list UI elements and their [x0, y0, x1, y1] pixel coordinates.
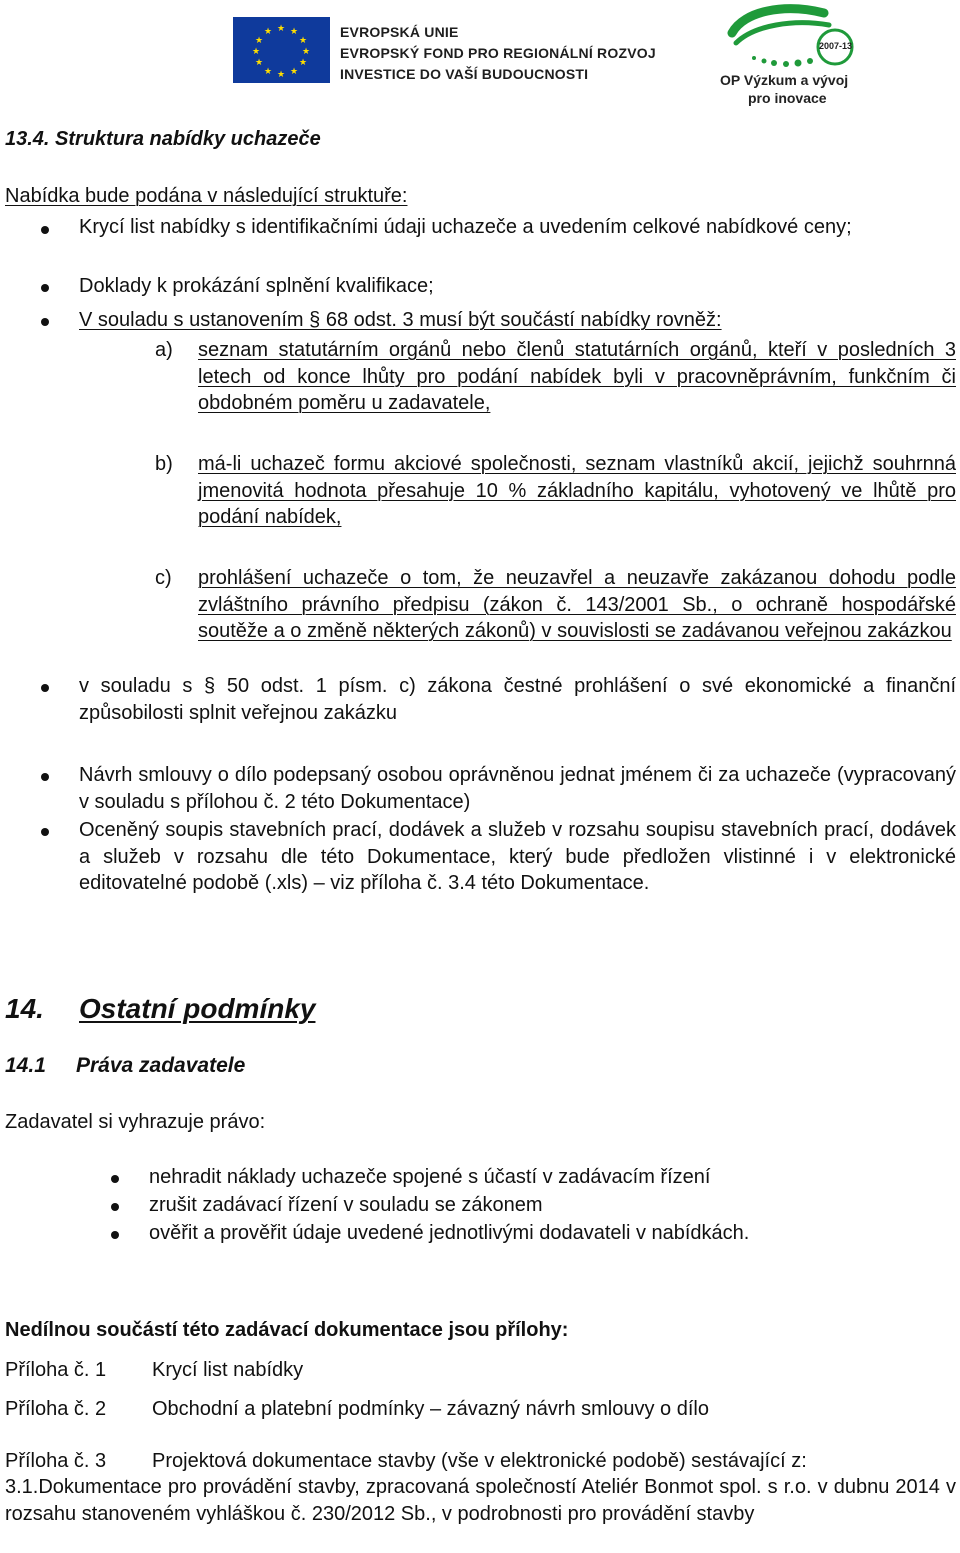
sub-item-c-label: c) [155, 567, 172, 589]
svg-text:★: ★ [298, 58, 308, 68]
bullet-dot [41, 226, 49, 234]
eu-line-3: INVESTICE DO VAŠÍ BUDOUCNOSTI [340, 66, 589, 82]
attachment-2-text: Obchodní a platební podmínky – závazný návrh smlouvy o dílo [152, 1398, 709, 1420]
attachment-1-label: Příloha č. 1 [5, 1359, 107, 1381]
op-logo-years: 2007-13 [819, 41, 853, 51]
svg-text:★: ★ [251, 47, 261, 57]
offer-structure-intro: Nabídka bude podána v následující struktuře: [5, 185, 408, 207]
eu-line-2: EVROPSKÝ FOND PRO REGIONÁLNÍ ROZVOJ [340, 45, 656, 61]
attachments-heading: Nedílnou součástí této zadávací dokumentace jsou přílohy: [5, 1319, 569, 1341]
structure-bullet-4: v souladu s § 50 odst. 1 písm. c) zákona čestné prohlášení o své ekonomické a finanční způsobilosti splnit veřejnou zakázku [79, 675, 956, 724]
bullet-dot [111, 1203, 119, 1211]
bullet-dot [41, 284, 49, 292]
svg-text:★: ★ [276, 24, 286, 34]
bullet-dot [111, 1231, 119, 1239]
sub-item-b-label: b) [155, 453, 173, 475]
svg-text:★: ★ [254, 58, 264, 68]
attachment-3-text: Projektová dokumentace stavby (vše v elektronické podobě) sestávající z: [152, 1450, 807, 1472]
right-item-3: ověřit a prověřit údaje uvedené jednotlivými dodavateli v nabídkách. [149, 1222, 750, 1244]
rights-intro: Zadavatel si vyhrazuje právo: [5, 1111, 266, 1133]
section-14-1-number: 14.1 [5, 1054, 46, 1077]
bullet-dot [41, 318, 49, 326]
section-13-4-number: 13.4. [5, 128, 50, 150]
section-14-1-title: Práva zadavatele [76, 1054, 246, 1077]
section-14-number: 14. [5, 993, 44, 1024]
structure-bullet-1: Krycí list nabídky s identifikačními údaji uchazeče a uvedením celkové nabídkové ceny; [79, 216, 852, 238]
bullet-dot [41, 684, 49, 692]
eu-logo-text [340, 22, 656, 85]
bullet-dot [41, 828, 49, 836]
svg-text:★: ★ [298, 36, 308, 46]
right-item-1: nehradit náklady uchazeče spojené s účastí v zadávacím řízení [149, 1166, 711, 1188]
structure-bullet-2: Doklady k prokázání splnění kvalifikace; [79, 275, 434, 297]
section-13-4-title: Struktura nabídky uchazeče [55, 128, 321, 150]
structure-bullet-5: Návrh smlouvy o dílo podepsaný osobou oprávněnou jednat jménem či za uchazeče (vypracovaný v souladu s přílohou č. 2 této Dokumentace) [79, 764, 956, 813]
eu-flag-icon [233, 17, 330, 83]
svg-text:★: ★ [276, 70, 286, 80]
op-vyzkum-logo [714, 3, 864, 108]
attachment-3-detail: 3.1.Dokumentace pro provádění stavby, zpracovaná společností Ateliér Bonmot spol. s r.o. v dubnu 2014 v rozsahu stanoveném vyhláškou č. 230/2012 Sb., v podrobnosti pro provádění stavby [5, 1476, 956, 1525]
sub-item-b-text: má-li uchazeč formu akciové společnosti, seznam vlastníků akcií, jejichž souhrnná jmenovitá hodnota přesahuje 10 % základního kapitálu, vyhotovený ve lhůtě pro podání nabídek, [198, 453, 956, 528]
right-item-2: zrušit zadávací řízení v souladu se zákonem [149, 1194, 543, 1216]
svg-text:★: ★ [263, 67, 273, 77]
op-logo-line-2: pro inovace [748, 90, 827, 106]
svg-text:★: ★ [263, 27, 273, 37]
eu-line-1: EVROPSKÁ UNIE [340, 24, 459, 40]
bullet-dot [111, 1175, 119, 1183]
svg-text:★: ★ [289, 67, 299, 77]
sub-item-c-text: prohlášení uchazeče o tom, že neuzavřel a neuzavře zakázanou dohodu podle zvláštního právního předpisu (zákon č. 143/2001 Sb., o ochraně hospodářské soutěže a o změně některých zákonů) v souvislosti se zadávanou veřejnou zakázkou [198, 567, 956, 642]
op-logo-line-1: OP Výzkum a vývoj [720, 72, 849, 88]
bullet-dot [41, 773, 49, 781]
structure-bullet-6: Oceněný soupis stavebních prací, dodávek a služeb v rozsahu soupisu stavebních prací, dodávek a služeb v rozsahu dle této Dokumentace, který bude předložen vlistinné i v elektronické editovatelné podobě (.xls) – viz příloha č. 3.4 této Dokumentace. [79, 819, 956, 894]
attachment-1-text: Krycí list nabídky [152, 1359, 304, 1381]
svg-text:★: ★ [289, 27, 299, 37]
attachment-2-label: Příloha č. 2 [5, 1398, 107, 1420]
sub-item-a-label: a) [155, 339, 173, 361]
section-13-4-heading [5, 126, 321, 153]
sub-item-a-text: seznam statutárním orgánů nebo členů statutárních orgánů, kteří v posledních 3 letech od konce lhůty pro podání nabídek byli v pracovněprávním, funkčním či obdobném poměru u zadavatele, [198, 339, 956, 414]
attachment-3-label: Příloha č. 3 [5, 1450, 107, 1472]
svg-text:★: ★ [254, 36, 264, 46]
section-14-title: Ostatní podmínky [79, 993, 316, 1024]
structure-bullet-3: V souladu s ustanovením § 68 odst. 3 musí být součástí nabídky rovněž: [79, 309, 722, 331]
svg-text:★: ★ [301, 47, 311, 57]
